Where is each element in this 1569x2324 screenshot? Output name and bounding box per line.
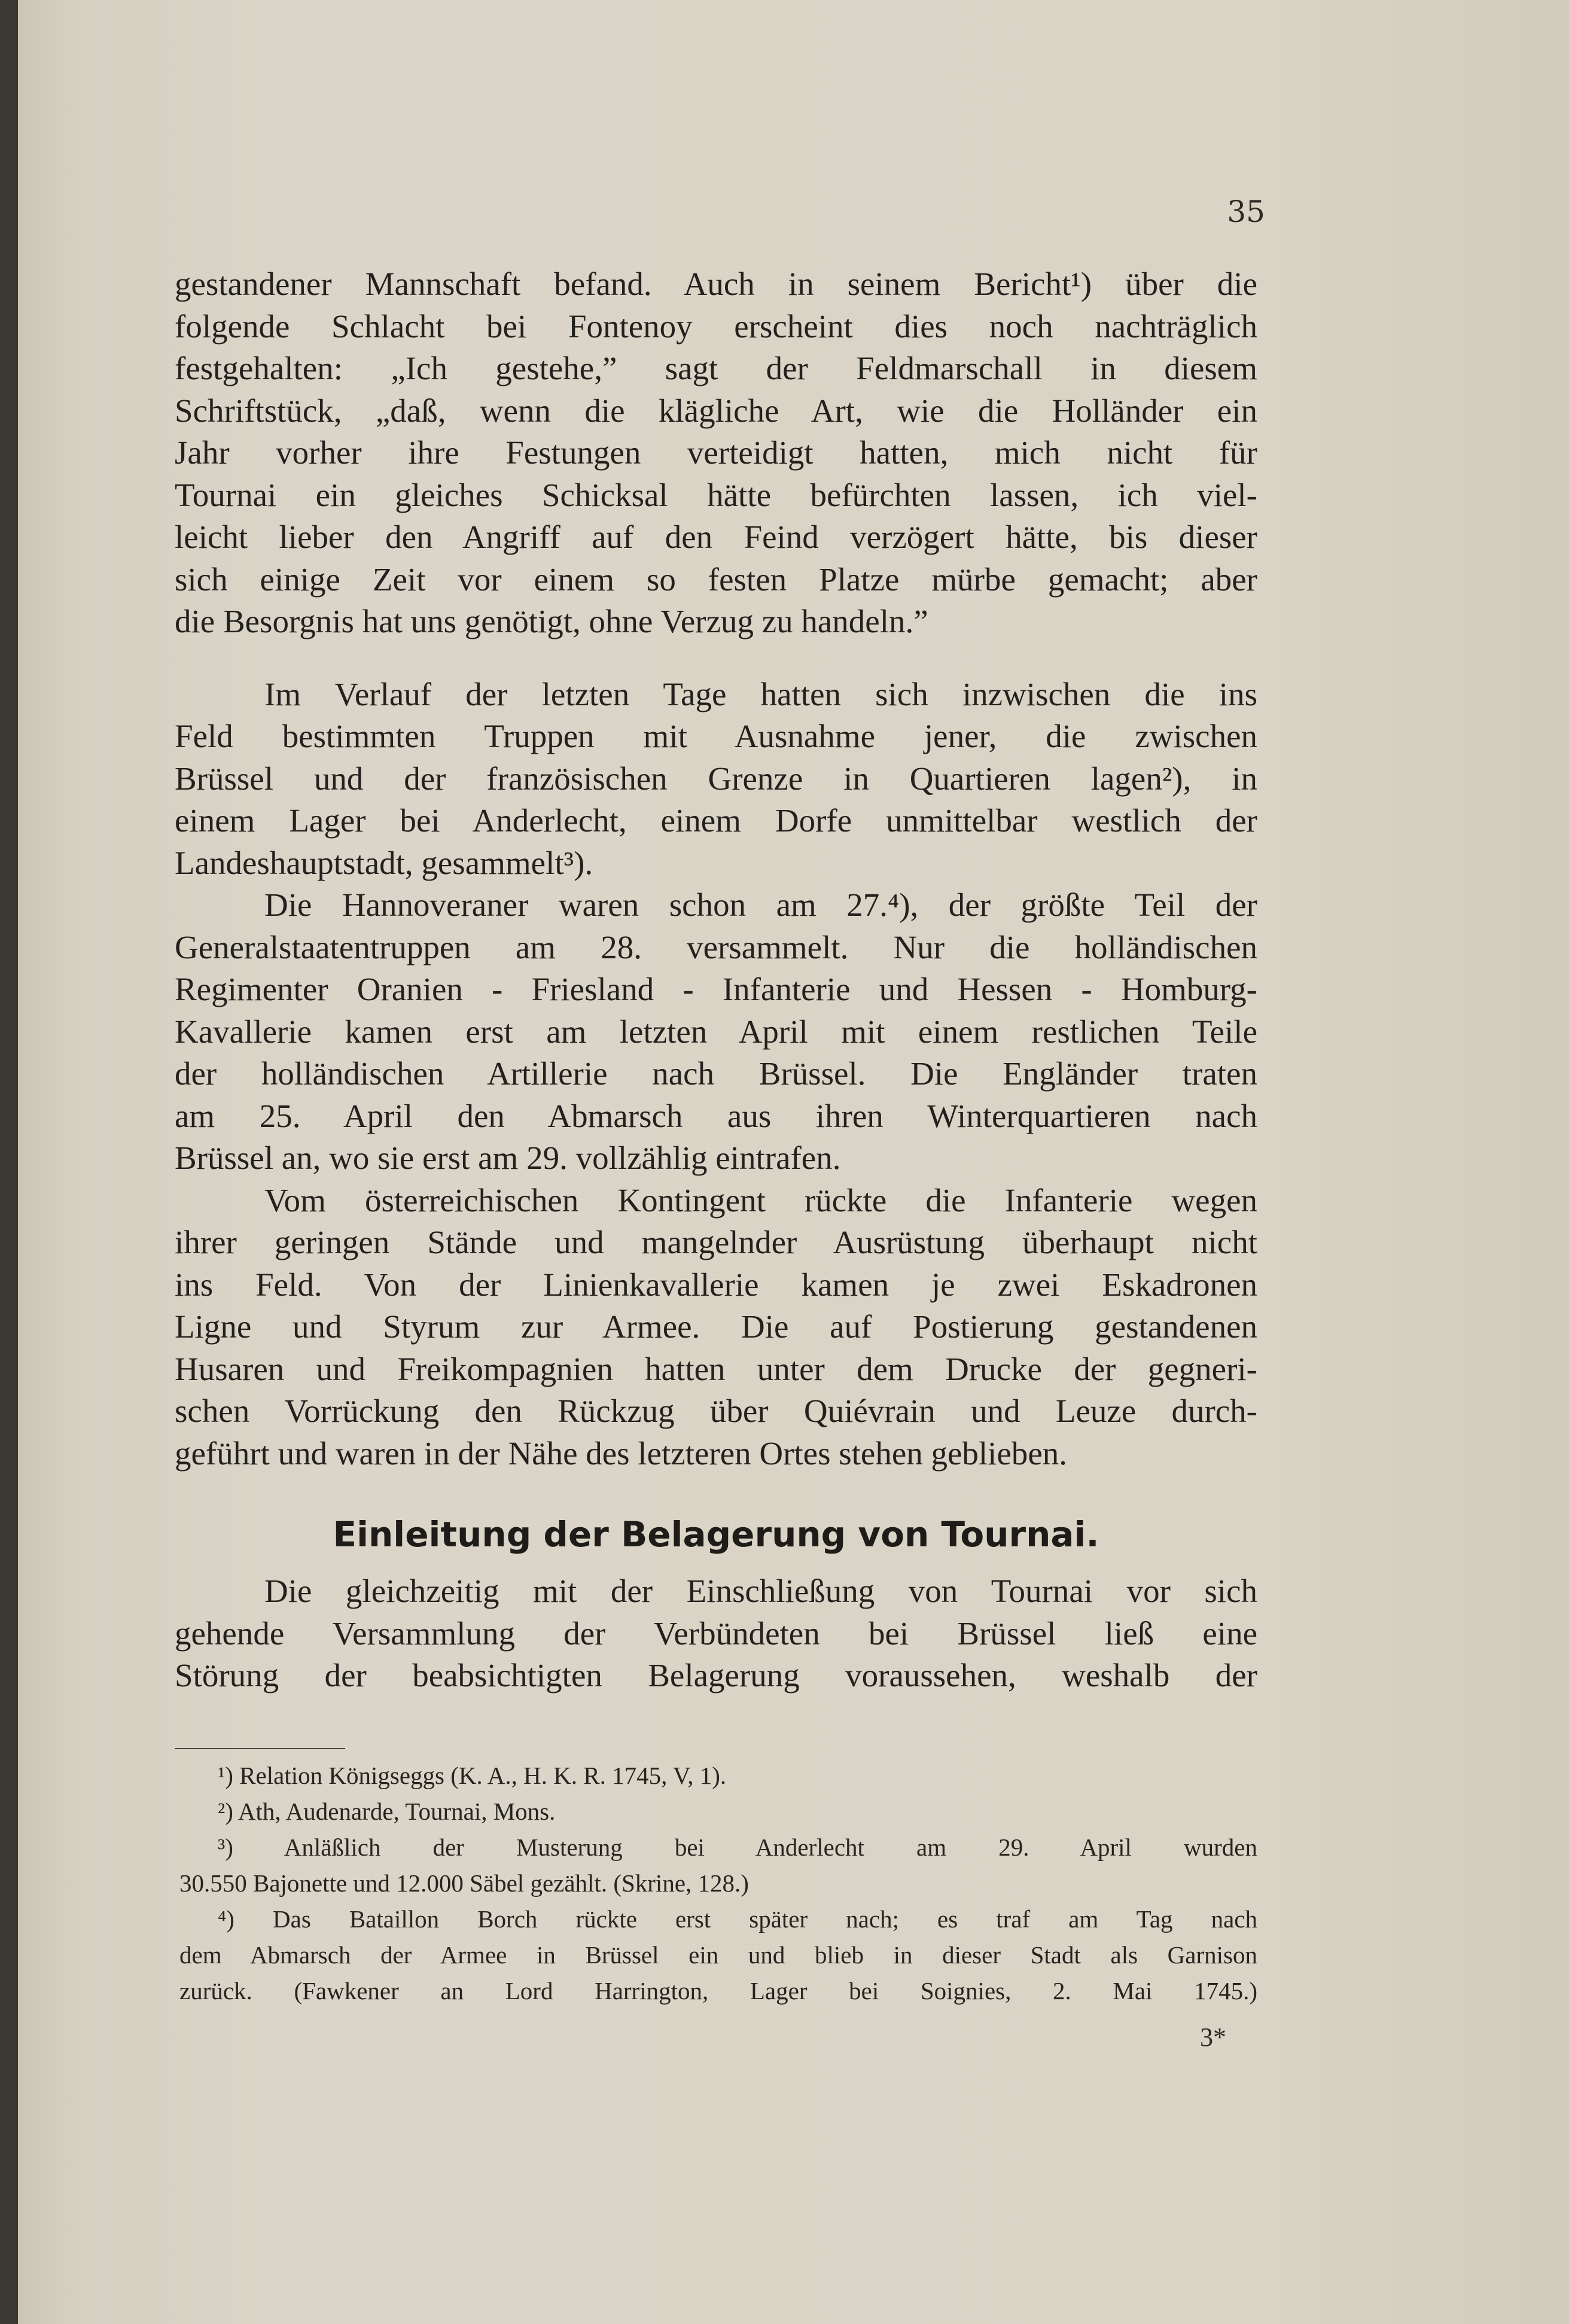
text-line: einem Lager bei Anderlecht, einem Dorfe unmittelbar westlich der — [175, 802, 1257, 839]
text-line: Regimenter Oranien - Friesland - Infanterie und Hessen - Homburg- — [175, 971, 1257, 1007]
text-line: Brüssel an, wo sie erst am 29. vollzählig eintrafen. — [175, 1140, 841, 1176]
footnote: ⁴) Das Bataillon Borch rückte erst später nach; es traf am Tag nach — [218, 1905, 1257, 1933]
paragraph — [175, 674, 1257, 885]
text-line: gehende Versammlung der Verbündeten bei Brüssel ließ eine — [175, 1615, 1257, 1652]
text-line: Husaren und Freikompagnien hatten unter dem Drucke der gegneri- — [175, 1350, 1257, 1387]
footnotes — [179, 1758, 1257, 2009]
footnote-continuation: zurück. (Fawkener an Lord Harrington, Lager bei Soignies, 2. Mai 1745.) — [179, 1977, 1257, 2005]
text-line: am 25. April den Abmarsch aus ihren Winterquartieren nach — [175, 1097, 1257, 1134]
footnote: ¹) Relation Königseggs (K. A., H. K. R. 1745, V, 1). — [218, 1762, 727, 1789]
section-heading: Einleitung der Belagerung von Tournai. — [333, 1514, 1099, 1555]
text-line: Tournai ein gleiches Schicksal hätte befürchten lassen, ich viel- — [175, 476, 1257, 513]
text-line: Generalstaatentruppen am 28. versammelt. Nur die holländischen — [175, 928, 1257, 965]
text-line: leicht lieber den Angriff auf den Feind verzögert hätte, bis dieser — [175, 519, 1257, 555]
text-line: festgehalten: „Ich gestehe,” sagt der Feldmarschall in diesem — [175, 350, 1257, 386]
paragraph — [175, 884, 1257, 1180]
paragraph — [175, 1180, 1257, 1475]
text-line: Jahr vorher ihre Festungen verteidigt hatten, mich nicht für — [175, 434, 1257, 471]
text-line: folgende Schlacht bei Fontenoy erscheint dies noch nachträglich — [175, 307, 1257, 345]
text-line: Landeshauptstadt, gesammelt³). — [175, 844, 593, 881]
signature-mark: 3* — [1200, 2023, 1226, 2052]
text-line: Vom österreichischen Kontingent rückte die Infanterie wegen — [264, 1181, 1257, 1219]
footnote-divider — [175, 1748, 345, 1749]
text-line: geführt und waren in der Nähe des letzteren Ortes stehen geblieben. — [175, 1434, 1068, 1472]
text-line: Die Hannoveraner waren schon am 27.⁴), der größte Teil der — [264, 887, 1257, 923]
text-line: Die gleichzeitig mit der Einschließung von Tournai vor sich — [264, 1573, 1257, 1609]
book-spine-shadow — [0, 0, 18, 2324]
paragraph — [175, 263, 1257, 643]
text-line: die Besorgnis hat uns genötigt, ohne Verzug zu handeln.” — [175, 603, 928, 639]
text-line: Schriftstück, „daß, wenn die klägliche Art, wie die Holländer ein — [175, 392, 1257, 429]
footnote-continuation: 30.550 Bajonette und 12.000 Säbel gezählt. (Skrine, 128.) — [179, 1869, 749, 1897]
text-line: der holländischen Artillerie nach Brüssel. Die Engländer traten — [175, 1055, 1257, 1092]
page-number: 35 — [1227, 194, 1265, 229]
text-line: ins Feld. Von der Linienkavallerie kamen je zwei Eskadronen — [175, 1266, 1257, 1303]
text-line: Brüssel und der französischen Grenze in Quartieren lagen²), in — [175, 760, 1257, 797]
footnote-continuation: dem Abmarsch der Armee in Brüssel ein und blieb in dieser Stadt als Garnison — [179, 1941, 1257, 1969]
text-line: Kavallerie kamen erst am letzten April mit einem restlichen Teile — [175, 1013, 1257, 1050]
footnote: ³) Anläßlich der Musterung bei Anderlecht am 29. April wurden — [218, 1833, 1257, 1861]
text-line: sich einige Zeit vor einem so festen Platze mürbe gemacht; aber — [175, 561, 1257, 598]
text-line: Feld bestimmten Truppen mit Ausnahme jener, die zwischen — [175, 718, 1257, 754]
main-text — [175, 263, 1257, 1697]
footnote: ²) Ath, Audenarde, Tournai, Mons. — [218, 1798, 556, 1825]
text-line: Störung der beabsichtigten Belagerung voraussehen, weshalb der — [175, 1657, 1257, 1693]
text-line: Im Verlauf der letzten Tage hatten sich inzwischen die ins — [264, 675, 1257, 712]
text-line: ihrer geringen Stände und mangelnder Ausrüstung überhaupt nicht — [175, 1224, 1257, 1260]
text-line: Ligne und Styrum zur Armee. Die auf Postierung gestandenen — [175, 1308, 1257, 1345]
text-line: gestandener Mannschaft befand. Auch in seinem Bericht¹) über die — [175, 266, 1257, 302]
paragraph — [175, 1570, 1257, 1697]
text-line: schen Vorrückung den Rückzug über Quiévrain und Leuze durch- — [175, 1393, 1257, 1429]
